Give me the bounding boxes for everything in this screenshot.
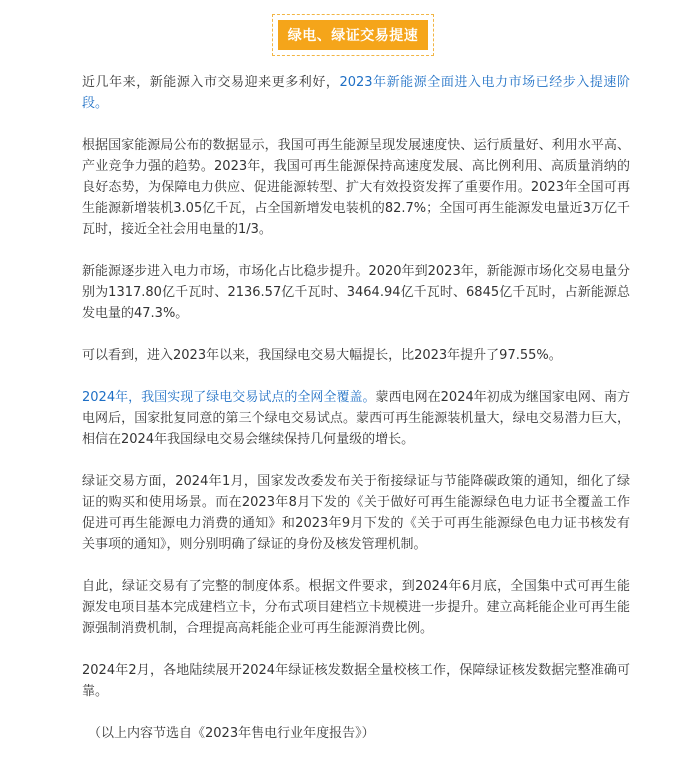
article-body (82, 72, 630, 765)
highlight-text: 2023年新能源全面进入电力市场已经步入提速阶段。 (82, 75, 630, 111)
source-note: （以上内容节选自《2023年售电行业年度报告》） (88, 726, 375, 741)
title-frame (272, 14, 434, 56)
paragraph-1 (82, 72, 630, 114)
paragraph-7 (82, 576, 630, 639)
paragraph-2 (82, 135, 630, 240)
paragraph-4 (82, 345, 630, 366)
paragraph-8 (82, 660, 630, 702)
paragraph-text: 根据国家能源局公布的数据显示，我国可再生能源呈现发展速度快、运行质量好、利用水平高、产业竞争力强的趋势。2023年，我国可再生能源保持高速度发展、高比例利用、高质量消纳的良好态势，为保障电力供应、促进能源转型、扩大有效投资发挥了重要作用。2023年全国可再生能源新增装机3.05亿千瓦，占全国新增发电装机的82.7%；全国可再生能源发电量近3万亿千瓦时，接近全社会用电量的1/3。 (82, 138, 630, 237)
highlight-text: 2024年，我国实现了绿电交易试点的全网全覆盖。 (82, 390, 376, 405)
section-title: 绿电、绿证交易提速 (278, 20, 428, 50)
paragraph-text: 自此，绿证交易有了完整的制度体系。根据文件要求，到2024年6月底，全国集中式可再生能源发电项目基本完成建档立卡，分布式项目建档立卡规模进一步提升。建立高耗能企业可再生能源强制消费机制，合理提高高耗能企业可再生能源消费比例。 (82, 579, 630, 636)
paragraph-3 (82, 261, 630, 324)
paragraph-text: 2024年2月，各地陆续展开2024年绿证核发数据全量校核工作，保障绿证核发数据完整准确可靠。 (82, 663, 630, 699)
paragraph-text: 绿证交易方面，2024年1月，国家发改委发布关于衔接绿证与节能降碳政策的通知，细化了绿证的购买和使用场景。而在2023年8月下发的《关于做好可再生能源绿色电力证书全覆盖工作促进可再生能源电力消费的通知》和2023年9月下发的《关于可再生能源绿色电力证书核发有关事项的通知》，则分别明确了绿证的身份及核发管理机制。 (82, 474, 630, 552)
paragraph-6 (82, 471, 630, 555)
paragraph-text: 可以看到，进入2023年以来，我国绿电交易大幅提长，比2023年提升了97.55%。 (82, 348, 562, 363)
paragraph-5 (82, 387, 630, 450)
paragraph-text: 蒙西电网在2024年初成为继国家电网、南方电网后，国家批复同意的第三个绿电交易试点。蒙西可再生能源装机量大，绿电交易潜力巨大，相信在2024年我国绿电交易会继续保持几何量级的增长。 (82, 390, 630, 447)
paragraph-text: 新能源逐步进入电力市场，市场化占比稳步提升。2020年到2023年，新能源市场化交易电量分别为1317.80亿千瓦时、2136.57亿千瓦时、3464.94亿千瓦时、6845亿千瓦时，占新能源总发电量的47.3%。 (82, 264, 630, 321)
paragraph-text: 近几年来，新能源入市交易迎来更多利好， (82, 75, 340, 90)
